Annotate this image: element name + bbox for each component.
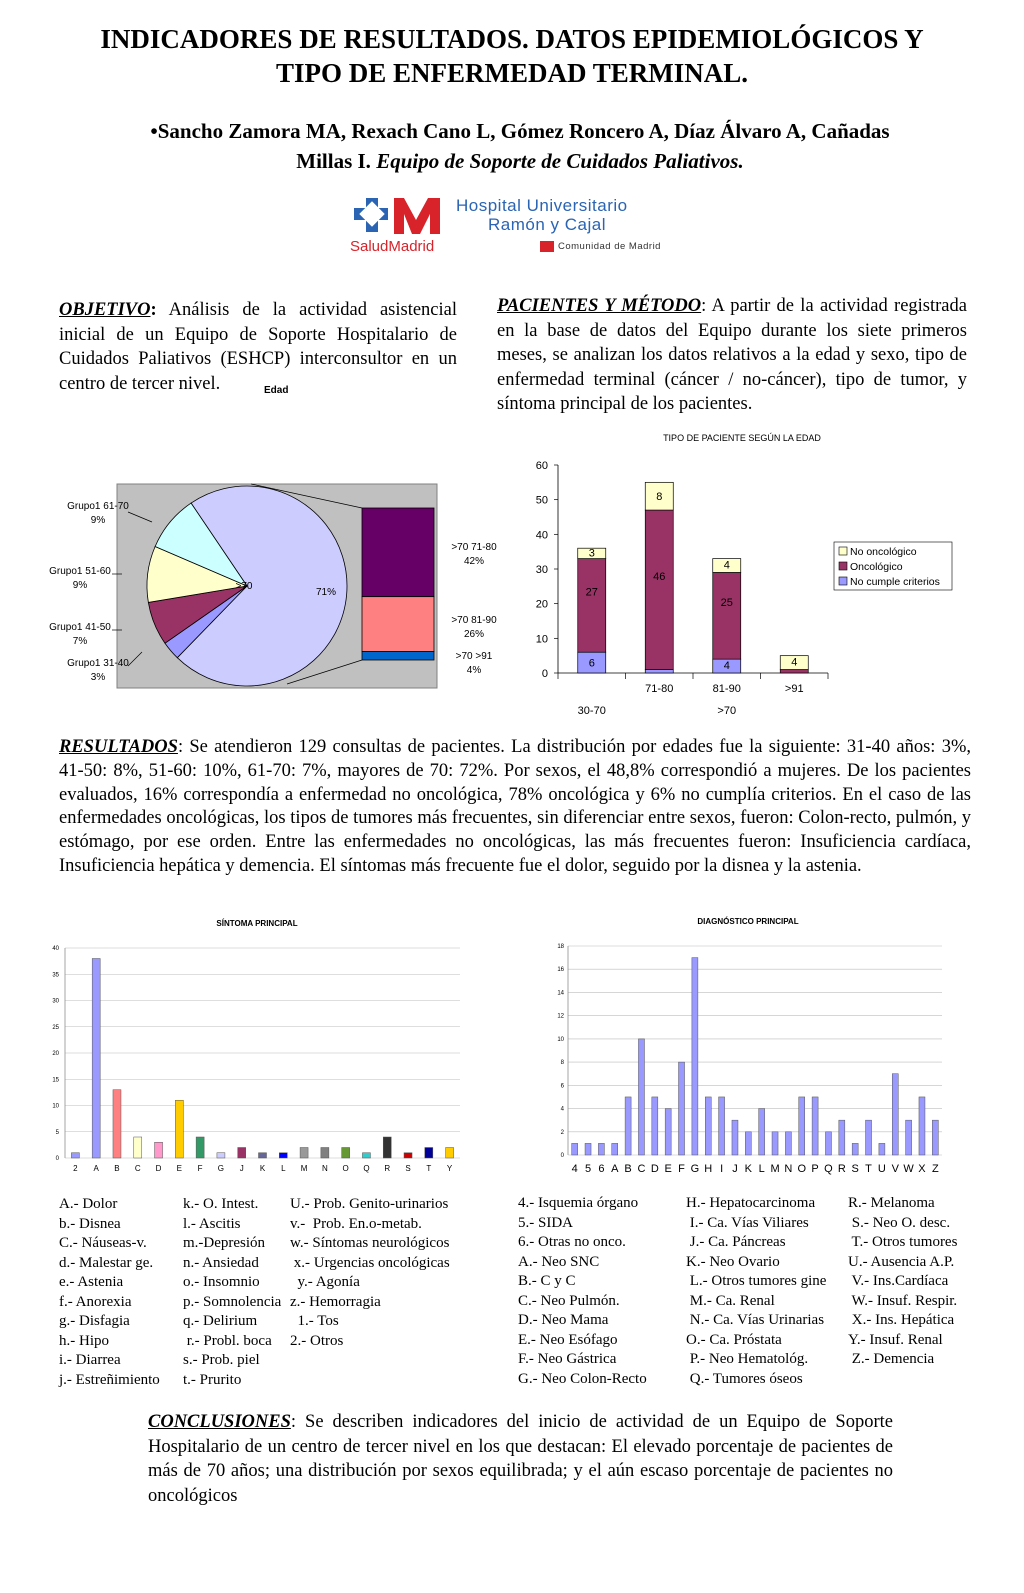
x-tick-label: R bbox=[384, 1164, 391, 1173]
y-tick-label: 30 bbox=[535, 564, 548, 576]
team-name: Equipo de Soporte de Cuidados Paliativos. bbox=[376, 149, 744, 173]
diagnosis-legend-item: L.- Otros tumores gine bbox=[686, 1273, 827, 1289]
symptom-legend-item: h.- Hipo bbox=[59, 1332, 109, 1349]
y-tick-label: 40 bbox=[52, 946, 59, 952]
authors-line-2 bbox=[80, 146, 960, 176]
x-tick-label: O bbox=[342, 1164, 349, 1173]
bar bbox=[759, 1109, 765, 1155]
symptom-legend-item: U.- Prob. Genito-urinarios bbox=[290, 1196, 449, 1212]
chart-title: SÍNTOMA PRINCIPAL bbox=[216, 919, 298, 928]
x-tick-label: T bbox=[865, 1163, 872, 1175]
x-tick-label: >91 bbox=[784, 683, 804, 695]
y-tick-label: 15 bbox=[52, 1077, 59, 1084]
x-tick-label: G bbox=[690, 1163, 700, 1175]
diagnosis-chart bbox=[550, 910, 950, 1180]
bar bbox=[585, 1143, 591, 1155]
bar bbox=[732, 1120, 738, 1155]
x-tick-label: M bbox=[770, 1163, 780, 1175]
y-tick-label: 20 bbox=[52, 1051, 59, 1057]
diagnosis-legend-item: Y.- Insuf. Renal bbox=[848, 1331, 943, 1348]
bar bbox=[665, 1109, 671, 1155]
x-tick-label: 6 bbox=[598, 1163, 605, 1175]
y-tick-label: 5 bbox=[55, 1129, 59, 1136]
data-label: 27 bbox=[585, 586, 598, 599]
patient-type-chart bbox=[520, 425, 960, 725]
pie-value-label: 9% bbox=[72, 580, 88, 591]
y-tick-label: 20 bbox=[535, 598, 548, 611]
x-group-label: >70 bbox=[717, 705, 737, 717]
stack-segment bbox=[713, 572, 741, 659]
data-label: 6 bbox=[588, 657, 595, 670]
symptom-legend-item: A.- Dolor bbox=[59, 1196, 118, 1212]
symptom-legend-item: f.- Anorexia bbox=[59, 1293, 132, 1310]
x-tick-label: O bbox=[797, 1163, 807, 1175]
bar bbox=[866, 1120, 872, 1155]
data-label: 4 bbox=[791, 656, 798, 669]
x-tick-label: G bbox=[217, 1164, 225, 1173]
x-tick-label: D bbox=[650, 1163, 659, 1175]
symptom-legend-item: l.- Ascitis bbox=[183, 1215, 241, 1232]
bar bbox=[404, 1153, 412, 1158]
symptom-legend-item: n.- Ansiedad bbox=[183, 1254, 259, 1271]
x-tick-label: J bbox=[732, 1163, 738, 1175]
diagnosis-legend-item: U.- Ausencia A.P. bbox=[848, 1253, 955, 1270]
bar bbox=[155, 1142, 163, 1158]
pie-value-label: 7% bbox=[72, 636, 88, 647]
poster-title bbox=[60, 22, 964, 90]
diagnosis-legend-item: W.- Insuf. Respir. bbox=[848, 1292, 958, 1309]
symptom-legend-col2 bbox=[183, 1195, 281, 1390]
pie-value-label: 3% bbox=[90, 672, 106, 683]
x-tick-label: S bbox=[405, 1164, 411, 1173]
x-tick-label: 4 bbox=[571, 1163, 578, 1175]
bar bbox=[719, 1097, 725, 1155]
objetivo-section: OBJETIVO: Análisis de la actividad asistencial inicial de un Equipo de Soporte Hospitalario de Cuidados Paliativos (ESHCP) interconsultor en un centro de tercer nivel. bbox=[59, 300, 458, 394]
diagnosis-legend-item: N.- Ca. Vías Urinarias bbox=[686, 1312, 825, 1328]
bar bbox=[196, 1137, 204, 1158]
chart-title: TIPO DE PACIENTE SEGÚN LA EDAD bbox=[663, 433, 821, 443]
bar bbox=[652, 1097, 658, 1155]
legend-swatch bbox=[839, 547, 847, 555]
data-label: 8 bbox=[656, 491, 663, 504]
x-tick-label: F bbox=[197, 1164, 203, 1173]
bar bbox=[279, 1153, 287, 1158]
y-tick-label: 50 bbox=[535, 494, 548, 507]
symptom-chart bbox=[45, 910, 465, 1180]
symptom-legend-item: m.-Depresión bbox=[183, 1235, 266, 1251]
pie-label: >70 bbox=[235, 581, 253, 592]
x-tick-label: Z bbox=[931, 1163, 939, 1175]
salud-madrid-emblem bbox=[348, 194, 448, 238]
x-tick-label: E bbox=[176, 1164, 183, 1173]
x-tick-label: X bbox=[918, 1163, 926, 1175]
y-tick-label: 4 bbox=[560, 1106, 564, 1113]
y-tick-label: 30 bbox=[52, 998, 59, 1005]
bar bbox=[772, 1132, 778, 1155]
breakdown-value-label: 42% bbox=[463, 556, 485, 567]
symptom-legend-item: r.- Probl. boca bbox=[183, 1332, 272, 1349]
x-tick-label: A bbox=[93, 1164, 99, 1173]
x-tick-label: Y bbox=[446, 1164, 453, 1173]
symptom-legend-item: j.- Estreñimiento bbox=[59, 1371, 160, 1388]
bar bbox=[932, 1120, 938, 1155]
breakdown-segment bbox=[362, 597, 434, 652]
symptom-legend-item: x.- Urgencias oncológicas bbox=[290, 1254, 450, 1271]
bar bbox=[919, 1097, 925, 1155]
breakdown-value-label: 26% bbox=[463, 629, 485, 640]
y-tick-label: 0 bbox=[541, 668, 548, 680]
pie-label: Grupo1 61-70 bbox=[67, 501, 129, 512]
diagnosis-legend-item: X.- Ins. Hepática bbox=[848, 1312, 955, 1328]
bar bbox=[71, 1153, 79, 1158]
bar bbox=[134, 1137, 142, 1158]
symptom-legend-item: k.- O. Intest. bbox=[183, 1196, 259, 1212]
breakdown-label: >70 71-80 bbox=[451, 542, 497, 553]
x-tick-label: E bbox=[664, 1163, 672, 1175]
bar bbox=[446, 1148, 454, 1159]
edad-label: Edad bbox=[264, 385, 289, 396]
diagnosis-legend-item: P.- Neo Hematológ. bbox=[686, 1351, 809, 1367]
symptom-legend-item: b.- Disnea bbox=[59, 1215, 121, 1232]
diagnosis-legend-item: I.- Ca. Vías Viliares bbox=[686, 1214, 809, 1231]
y-tick-label: 18 bbox=[557, 944, 564, 950]
diagnosis-legend-item: O.- Ca. Próstata bbox=[686, 1331, 782, 1348]
symptom-legend-item: q.- Delirium bbox=[183, 1313, 258, 1329]
x-tick-label: M bbox=[300, 1164, 308, 1173]
symptom-legend-col3 bbox=[290, 1195, 450, 1351]
diagnosis-legend-col3 bbox=[848, 1194, 957, 1370]
symptom-legend-item: t.- Prurito bbox=[183, 1371, 242, 1388]
bar bbox=[812, 1097, 818, 1155]
legend-label: No cumple criterios bbox=[850, 576, 940, 588]
y-tick-label: 0 bbox=[560, 1153, 564, 1159]
bar bbox=[217, 1153, 225, 1158]
bar bbox=[92, 959, 100, 1159]
y-tick-label: 60 bbox=[535, 460, 548, 472]
x-tick-label: R bbox=[837, 1163, 846, 1175]
x-tick-label: N bbox=[784, 1163, 793, 1175]
bar bbox=[785, 1132, 791, 1155]
bar bbox=[625, 1097, 631, 1155]
x-tick-label: 5 bbox=[584, 1163, 592, 1175]
authors-line-1: •Sancho Zamora MA, Rexach Cano L, Gómez Roncero A, Díaz Álvaro A, Cañadas bbox=[150, 119, 890, 143]
bar bbox=[638, 1039, 644, 1155]
x-tick-label: 81-90 bbox=[712, 683, 741, 695]
objetivo-body: Análisis de la actividad asistencial inicial de un Equipo de Soporte Hospitalario de Cuidados Paliativos (ESHCP) interconsultor en un centro de tercer nivel. bbox=[59, 300, 458, 394]
symptom-legend-item: w.- Síntomas neurológicos bbox=[290, 1235, 450, 1251]
y-tick-label: 10 bbox=[535, 633, 548, 646]
symptom-legend-item: C.- Náuseas-v. bbox=[59, 1235, 147, 1251]
pie-label: Grupo1 41-50 bbox=[49, 622, 111, 633]
diagnosis-legend-item: J.- Ca. Páncreas bbox=[686, 1234, 786, 1250]
x-tick-label: B bbox=[114, 1164, 120, 1173]
diagnosis-legend-item: V.- Ins.Cardíaca bbox=[848, 1273, 949, 1289]
age-pie-chart bbox=[42, 482, 512, 692]
x-tick-label: J bbox=[239, 1164, 244, 1173]
x-tick-label: C bbox=[637, 1163, 646, 1175]
symptom-legend-item: z.- Hemorragia bbox=[290, 1293, 381, 1310]
y-tick-label: 40 bbox=[535, 529, 548, 542]
symptom-legend-item: d.- Malestar ge. bbox=[59, 1254, 154, 1271]
bar bbox=[892, 1074, 898, 1155]
x-tick-label: P bbox=[811, 1163, 819, 1175]
pie-label: Grupo1 51-60 bbox=[49, 566, 111, 577]
legend-label: Oncológico bbox=[850, 561, 903, 573]
objetivo-heading: OBJETIVO bbox=[59, 300, 151, 320]
bar bbox=[745, 1132, 751, 1155]
stack-segment bbox=[645, 510, 673, 669]
data-label: 3 bbox=[588, 547, 595, 560]
y-tick-label: 2 bbox=[560, 1129, 564, 1136]
title-line-1: INDICADORES DE RESULTADOS. DATOS EPIDEMIOLÓGICOS Y bbox=[100, 24, 924, 54]
diagnosis-legend-item: 6.- Otras no onco. bbox=[518, 1234, 626, 1250]
data-label: 46 bbox=[653, 570, 666, 583]
stack-segment bbox=[578, 559, 606, 653]
diagnosis-legend-item: S.- Neo O. desc. bbox=[848, 1214, 951, 1231]
data-label: 25 bbox=[720, 596, 733, 609]
breakdown-segment bbox=[362, 652, 434, 660]
diagnosis-legend-col2 bbox=[686, 1194, 826, 1389]
pie-value-label: 71% bbox=[315, 587, 337, 598]
x-tick-label: W bbox=[903, 1163, 914, 1175]
diagnosis-legend-item: H.- Hepatocarcinoma bbox=[686, 1195, 816, 1211]
bar bbox=[238, 1148, 246, 1159]
x-tick-label: 71-80 bbox=[645, 683, 674, 695]
legend-swatch bbox=[839, 577, 847, 585]
stack-segment bbox=[780, 670, 808, 673]
bar bbox=[799, 1097, 805, 1155]
x-tick-label: U bbox=[877, 1163, 886, 1175]
bar bbox=[342, 1148, 350, 1159]
authors-block bbox=[80, 116, 960, 176]
resultados-section bbox=[59, 736, 971, 879]
y-tick-label: 35 bbox=[52, 972, 59, 979]
diagnosis-legend-item: M.- Ca. Renal bbox=[686, 1292, 775, 1309]
title-line-2: TIPO DE ENFERMEDAD TERMINAL. bbox=[275, 58, 749, 88]
x-tick-label: 2 bbox=[73, 1164, 78, 1173]
x-tick-label: L bbox=[281, 1164, 286, 1173]
chart-title: DIAGNÓSTICO PRINCIPAL bbox=[697, 917, 799, 926]
symptom-legend-item: i.- Diarrea bbox=[59, 1352, 121, 1368]
diagnosis-legend-item: 4.- Isquemia órgano bbox=[518, 1195, 639, 1211]
diagnosis-legend-item: K.- Neo Ovario bbox=[686, 1253, 780, 1270]
x-tick-label: H bbox=[704, 1163, 713, 1175]
y-tick-label: 8 bbox=[560, 1060, 564, 1067]
bar bbox=[825, 1132, 831, 1155]
symptom-legend-item: p.- Somnolencia bbox=[183, 1293, 282, 1310]
symptom-legend-item: s.- Prob. piel bbox=[183, 1352, 260, 1368]
data-label: 4 bbox=[723, 559, 730, 572]
bar bbox=[383, 1137, 391, 1158]
symptom-legend-item: g.- Disfagia bbox=[59, 1313, 130, 1329]
bar bbox=[362, 1153, 370, 1158]
x-tick-label: Q bbox=[824, 1163, 833, 1175]
y-tick-label: 16 bbox=[557, 967, 564, 974]
authors-last-name: Millas I. bbox=[296, 149, 371, 173]
pie-value-label: 9% bbox=[90, 515, 106, 526]
bar bbox=[598, 1143, 604, 1155]
breakdown-label: >70 >91 bbox=[455, 651, 493, 662]
y-tick-label: 14 bbox=[557, 990, 564, 997]
bar bbox=[259, 1153, 267, 1158]
x-tick-label: Q bbox=[363, 1164, 370, 1173]
metodo-text: : A partir de la actividad registrada en la base de datos del Equipo durante los siete primeros meses, se analizan los datos relativos a la edad y sexo, tipo de enfermedad terminal (cáncer / no-cáncer), tipo de tumor, y síntoma principal de los pacientes. bbox=[497, 296, 967, 414]
x-tick-label: I bbox=[720, 1163, 724, 1175]
logo-community: Comunidad de Madrid bbox=[558, 241, 661, 252]
x-tick-label: N bbox=[321, 1164, 328, 1173]
symptom-legend-item: 1.- Tos bbox=[290, 1313, 339, 1329]
x-tick-label: F bbox=[678, 1163, 685, 1175]
symptom-legend-col1 bbox=[59, 1195, 160, 1390]
bar bbox=[175, 1100, 183, 1158]
logo-hospital-line2: Ramón y Cajal bbox=[488, 215, 606, 234]
conclusiones-text: : Se describen indicadores del inicio de actividad de un Equipo de Soporte Hospitalario de un centro de tercer nivel en los que destacan: El elevado porcentaje de pacientes de más de 70 años; una distribución por sexos equilibrada; y el aún escaso porcentaje de pacientes no oncológicos bbox=[148, 1412, 893, 1506]
x-tick-label: S bbox=[851, 1163, 859, 1175]
x-group-label: 30-70 bbox=[577, 705, 606, 717]
bar bbox=[321, 1148, 329, 1159]
y-tick-label: 10 bbox=[52, 1103, 59, 1110]
conclusiones-section bbox=[148, 1410, 893, 1508]
diagnosis-legend-item: Z.- Demencia bbox=[848, 1351, 935, 1367]
bar bbox=[692, 958, 698, 1155]
x-tick-label: L bbox=[758, 1163, 765, 1175]
diagnosis-legend-item: R.- Melanoma bbox=[848, 1195, 935, 1211]
diagnosis-legend-item: E.- Neo Esófago bbox=[518, 1331, 618, 1348]
y-tick-label: 12 bbox=[557, 1013, 564, 1020]
bar bbox=[852, 1143, 858, 1155]
bar bbox=[300, 1148, 308, 1159]
x-tick-label: D bbox=[155, 1164, 162, 1173]
symptom-legend-item: y.- Agonía bbox=[290, 1274, 360, 1290]
bar bbox=[113, 1090, 121, 1158]
community-flag-icon bbox=[540, 241, 554, 252]
breakdown-value-label: 4% bbox=[466, 665, 482, 676]
breakdown-segment bbox=[362, 508, 434, 597]
diagnosis-legend-item: G.- Neo Colon-Recto bbox=[518, 1370, 647, 1387]
bar bbox=[425, 1148, 433, 1159]
symptom-legend-item: 2.- Otros bbox=[290, 1332, 344, 1349]
legend-label: No oncológico bbox=[850, 546, 917, 558]
diagnosis-legend-item: Q.- Tumores óseos bbox=[686, 1370, 803, 1387]
metodo-heading: PACIENTES Y MÉTODO bbox=[497, 296, 702, 316]
diagnosis-legend-col1 bbox=[518, 1194, 647, 1389]
diagnosis-legend-item: 5.- SIDA bbox=[518, 1214, 573, 1231]
y-tick-label: 0 bbox=[55, 1156, 59, 1162]
x-tick-label: V bbox=[891, 1163, 899, 1175]
x-tick-label: A bbox=[611, 1163, 619, 1175]
y-tick-label: 25 bbox=[52, 1024, 59, 1031]
data-label: 4 bbox=[723, 660, 730, 673]
symptom-legend-item: o.- Insomnio bbox=[183, 1274, 260, 1290]
hospital-logo bbox=[348, 194, 668, 258]
x-tick-label: K bbox=[259, 1164, 266, 1173]
bar bbox=[705, 1097, 711, 1155]
conclusiones-heading: CONCLUSIONES bbox=[148, 1412, 291, 1432]
breakdown-label: >70 81-90 bbox=[451, 615, 497, 626]
x-tick-label: T bbox=[426, 1164, 432, 1173]
metodo-section bbox=[497, 294, 967, 417]
y-tick-label: 10 bbox=[557, 1036, 564, 1043]
diagnosis-legend-item: D.- Neo Mama bbox=[518, 1312, 609, 1328]
y-tick-label: 6 bbox=[560, 1083, 564, 1090]
diagnosis-legend-item: T.- Otros tumores bbox=[848, 1234, 958, 1250]
bar bbox=[906, 1120, 912, 1155]
x-tick-label: C bbox=[134, 1164, 141, 1173]
bar bbox=[572, 1143, 578, 1155]
x-tick-label: K bbox=[744, 1163, 752, 1175]
bar bbox=[679, 1062, 685, 1155]
symptom-legend-item: e.- Astenia bbox=[59, 1274, 124, 1290]
resultados-text: : Se atendieron 129 consultas de pacientes. La distribución por edades fue la siguiente: 31-40 años: 3%, 41-50: 8%, 51-60: 10%, 61-70: 7%, mayores de 70: 72%. Por sexos, el 48,8% correspondió a mujeres. De los pacientes evaluados, 16% correspondía a enfermedad no oncológica, 78% oncológica y 6% no cumplía criterios. En el caso de las enfermedades oncológicas, los tipos de tumores más frecuentes, sin diferenciar entre sexos, fueron: Colon-recto, pulmón, y estómago, por ese orden. Entre las enfermedades no oncológicas, las más frecuentes fueron: Insuficiencia cardíaca, Insuficiencia hepática y demencia. El síntomas más frecuente fue el dolor, seguido por la disnea y la astenia. bbox=[59, 737, 971, 876]
diagnosis-legend-item: C.- Neo Pulmón. bbox=[518, 1292, 620, 1309]
logo-brand: SaludMadrid bbox=[350, 238, 435, 255]
resultados-heading: RESULTADOS bbox=[59, 737, 178, 757]
pie-label: Grupo1 31-40 bbox=[67, 658, 129, 669]
bar bbox=[879, 1143, 885, 1155]
diagnosis-legend-item: F.- Neo Gástrica bbox=[518, 1351, 617, 1367]
bar bbox=[612, 1143, 618, 1155]
bar bbox=[839, 1120, 845, 1155]
symptom-legend-item: v.- Prob. En.o-metab. bbox=[290, 1215, 422, 1232]
logo-hospital-line1: Hospital Universitario bbox=[456, 196, 628, 215]
diagnosis-legend-item: A.- Neo SNC bbox=[518, 1253, 600, 1270]
legend-swatch bbox=[839, 562, 847, 570]
x-tick-label: B bbox=[624, 1163, 632, 1175]
diagnosis-legend-item: B.- C y C bbox=[518, 1273, 576, 1289]
stack-segment bbox=[645, 670, 673, 673]
